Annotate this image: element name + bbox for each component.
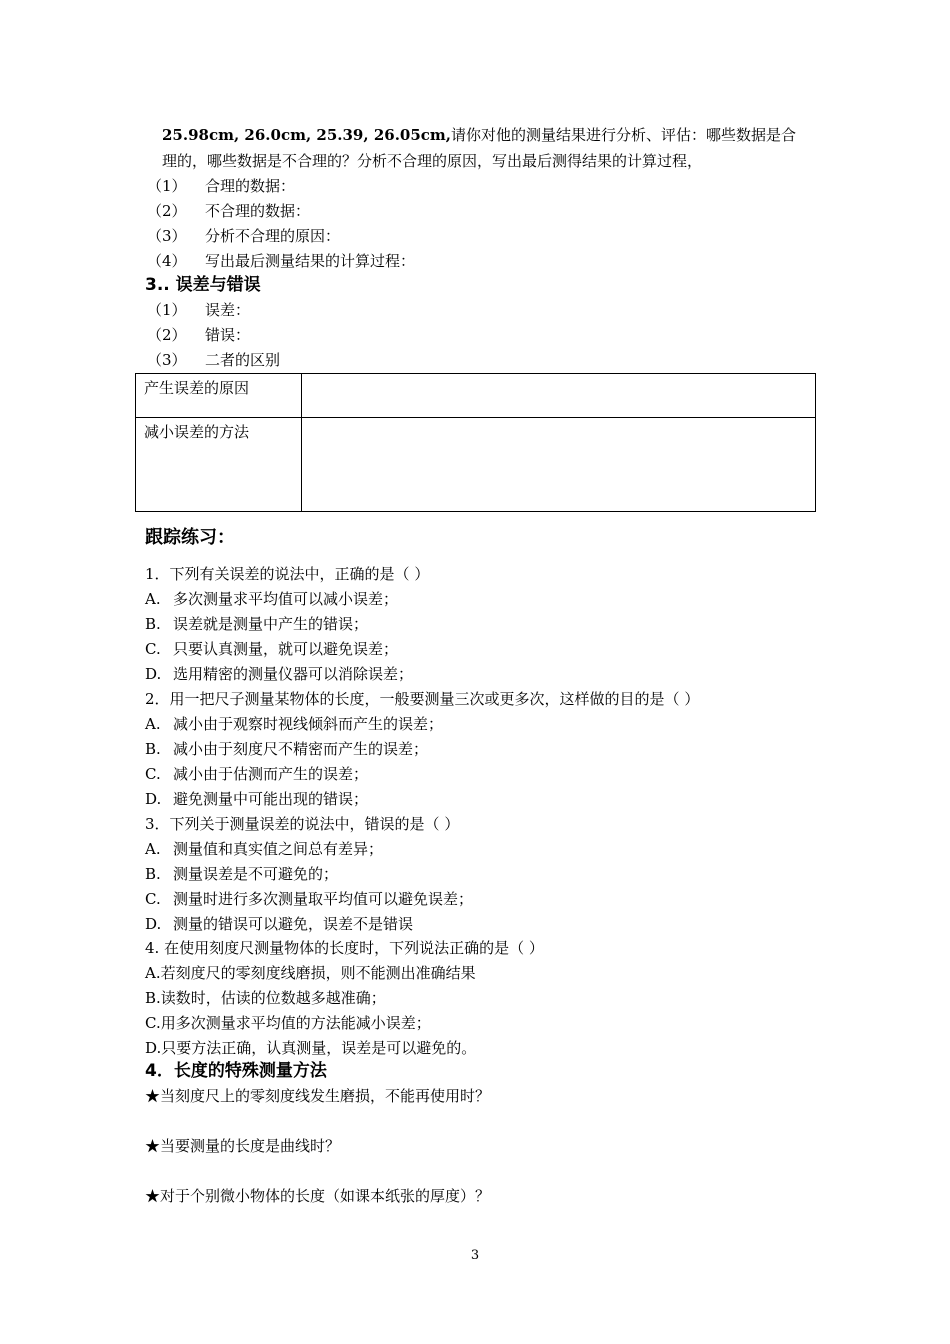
- option-text: 测量值和真实值之间总有差异；: [173, 840, 384, 858]
- practice-question-2-option: [145, 738, 428, 760]
- option-label: B.: [145, 740, 161, 758]
- table-row-value: [302, 374, 816, 418]
- sub-item-number: （3）: [147, 351, 187, 369]
- measurement-values: 25.98cm, 26.0cm, 25.39, 26.05cm,: [162, 126, 452, 144]
- practice-question-4-option: [145, 987, 386, 1009]
- sub-item-number: （1）: [147, 177, 187, 195]
- sub-item-text: 二者的区别: [205, 351, 281, 369]
- page-number: 3: [470, 1248, 480, 1263]
- option-text: 测量时进行多次测量取平均值可以避免误差；: [173, 890, 474, 908]
- table-row-label: 产生误差的原因: [136, 374, 302, 418]
- question-intro-line-2: 理的，哪些数据是不合理的？分析不合理的原因，写出最后测得结果的计算过程，: [162, 152, 703, 170]
- option-text: 选用精密的测量仪器可以消除误差；: [173, 665, 414, 683]
- practice-question-4-option: [145, 1037, 476, 1059]
- special-method-item-2: ★当要测量的长度是曲线时？: [145, 1137, 341, 1155]
- practice-question-4-option: [145, 1012, 431, 1034]
- practice-question-3-option: [145, 838, 383, 860]
- practice-question-3-option: [145, 888, 473, 910]
- option-label: D.: [145, 1039, 162, 1057]
- option-label: A.: [145, 590, 161, 608]
- sub-item-number: （2）: [147, 326, 187, 344]
- practice-question-2-option: [145, 763, 368, 785]
- option-label: C.: [145, 640, 161, 658]
- practice-question-2-option: [145, 713, 443, 735]
- practice-question-3-stem: 3．下列关于测量误差的说法中，错误的是（ ）: [145, 815, 460, 833]
- table-row: [136, 418, 816, 512]
- sub-item-text: 合理的数据：: [205, 177, 296, 195]
- sub-item-text: 不合理的数据：: [205, 202, 311, 220]
- option-text: 误差就是测量中产生的错误；: [173, 615, 369, 633]
- option-text: 减小由于估测而产生的误差；: [173, 765, 369, 783]
- option-label: D.: [145, 915, 162, 933]
- sub-item-text: 写出最后测量结果的计算过程：: [205, 252, 416, 270]
- section-3-item-3: [147, 349, 280, 371]
- sub-item-3: [147, 225, 340, 247]
- practice-question-1-stem: 1．下列有关误差的说法中，正确的是（ ）: [145, 565, 430, 583]
- option-label: D.: [145, 790, 162, 808]
- option-text: 读数时，估读的位数越多越准确；: [160, 989, 386, 1007]
- sub-item-number: （1）: [147, 301, 187, 319]
- option-text: 测量的错误可以避免，误差不是错误: [173, 915, 414, 933]
- practice-question-4-option: [145, 962, 476, 984]
- option-label: B.: [145, 865, 161, 883]
- section-3-item-1: [147, 299, 250, 321]
- sub-item-1: [147, 175, 295, 197]
- section-3-item-2: [147, 324, 250, 346]
- sub-item-number: （3）: [147, 227, 187, 245]
- question-intro-line-1: [162, 124, 796, 146]
- option-text: 避免测量中可能出现的错误；: [173, 790, 369, 808]
- option-label: A.: [145, 840, 161, 858]
- sub-item-2: [147, 200, 310, 222]
- sub-item-4: [147, 250, 415, 272]
- option-label: C.: [145, 1014, 161, 1032]
- section-4-heading: 4．长度的特殊测量方法: [145, 1061, 327, 1081]
- option-text: 测量误差是不可避免的；: [173, 865, 339, 883]
- table-row-value: [302, 418, 816, 512]
- practice-question-3-option: [145, 913, 413, 935]
- section-3-heading: 3.. 误差与错误: [145, 275, 261, 295]
- practice-question-1-option: [145, 588, 398, 610]
- sub-item-number: （2）: [147, 202, 187, 220]
- practice-question-1-option: [145, 663, 413, 685]
- option-text: 只要方法正确，认真测量，误差是可以避免的。: [161, 1039, 477, 1057]
- option-text: 减小由于刻度尺不精密而产生的误差；: [173, 740, 429, 758]
- error-table: [135, 373, 816, 512]
- option-label: B.: [145, 989, 161, 1007]
- option-label: A.: [145, 964, 161, 982]
- option-label: C.: [145, 765, 161, 783]
- option-text: 若刻度尺的零刻度线磨损，则不能测出准确结果: [160, 964, 476, 982]
- option-text: 减小由于观察时视线倾斜而产生的误差；: [173, 715, 444, 733]
- option-text: 只要认真测量，就可以避免误差；: [173, 640, 399, 658]
- sub-item-number: （4）: [147, 252, 187, 270]
- practice-question-2-option: [145, 788, 368, 810]
- practice-heading: 跟踪练习：: [145, 527, 235, 548]
- option-label: B.: [145, 615, 161, 633]
- option-label: D.: [145, 665, 162, 683]
- sub-item-text: 错误：: [205, 326, 251, 344]
- practice-question-2-stem: 2．用一把尺子测量某物体的长度，一般要测量三次或更多次，这样做的目的是（ ）: [145, 690, 700, 708]
- option-label: A.: [145, 715, 161, 733]
- option-text: 多次测量求平均值可以减小误差；: [173, 590, 399, 608]
- table-row: [136, 374, 816, 418]
- practice-question-4-stem: 4. 在使用刻度尺测量物体的长度时，下列说法正确的是（ ）: [145, 939, 544, 957]
- option-label: C.: [145, 890, 161, 908]
- sub-item-text: 误差：: [205, 301, 251, 319]
- practice-question-3-option: [145, 863, 338, 885]
- practice-question-1-option: [145, 613, 368, 635]
- option-text: 用多次测量求平均值的方法能减小误差；: [160, 1014, 431, 1032]
- practice-question-1-option: [145, 638, 398, 660]
- special-method-item-1: ★当刻度尺上的零刻度线发生磨损，不能再使用时？: [145, 1087, 491, 1105]
- table-row-label: 减小误差的方法: [136, 418, 302, 512]
- question-intro-text-1: 请你对他的测量结果进行分析、评估：哪些数据是合: [451, 126, 797, 144]
- special-method-item-3: ★对于个别微小物体的长度（如课本纸张的厚度）？: [145, 1187, 491, 1205]
- sub-item-text: 分析不合理的原因：: [205, 227, 341, 245]
